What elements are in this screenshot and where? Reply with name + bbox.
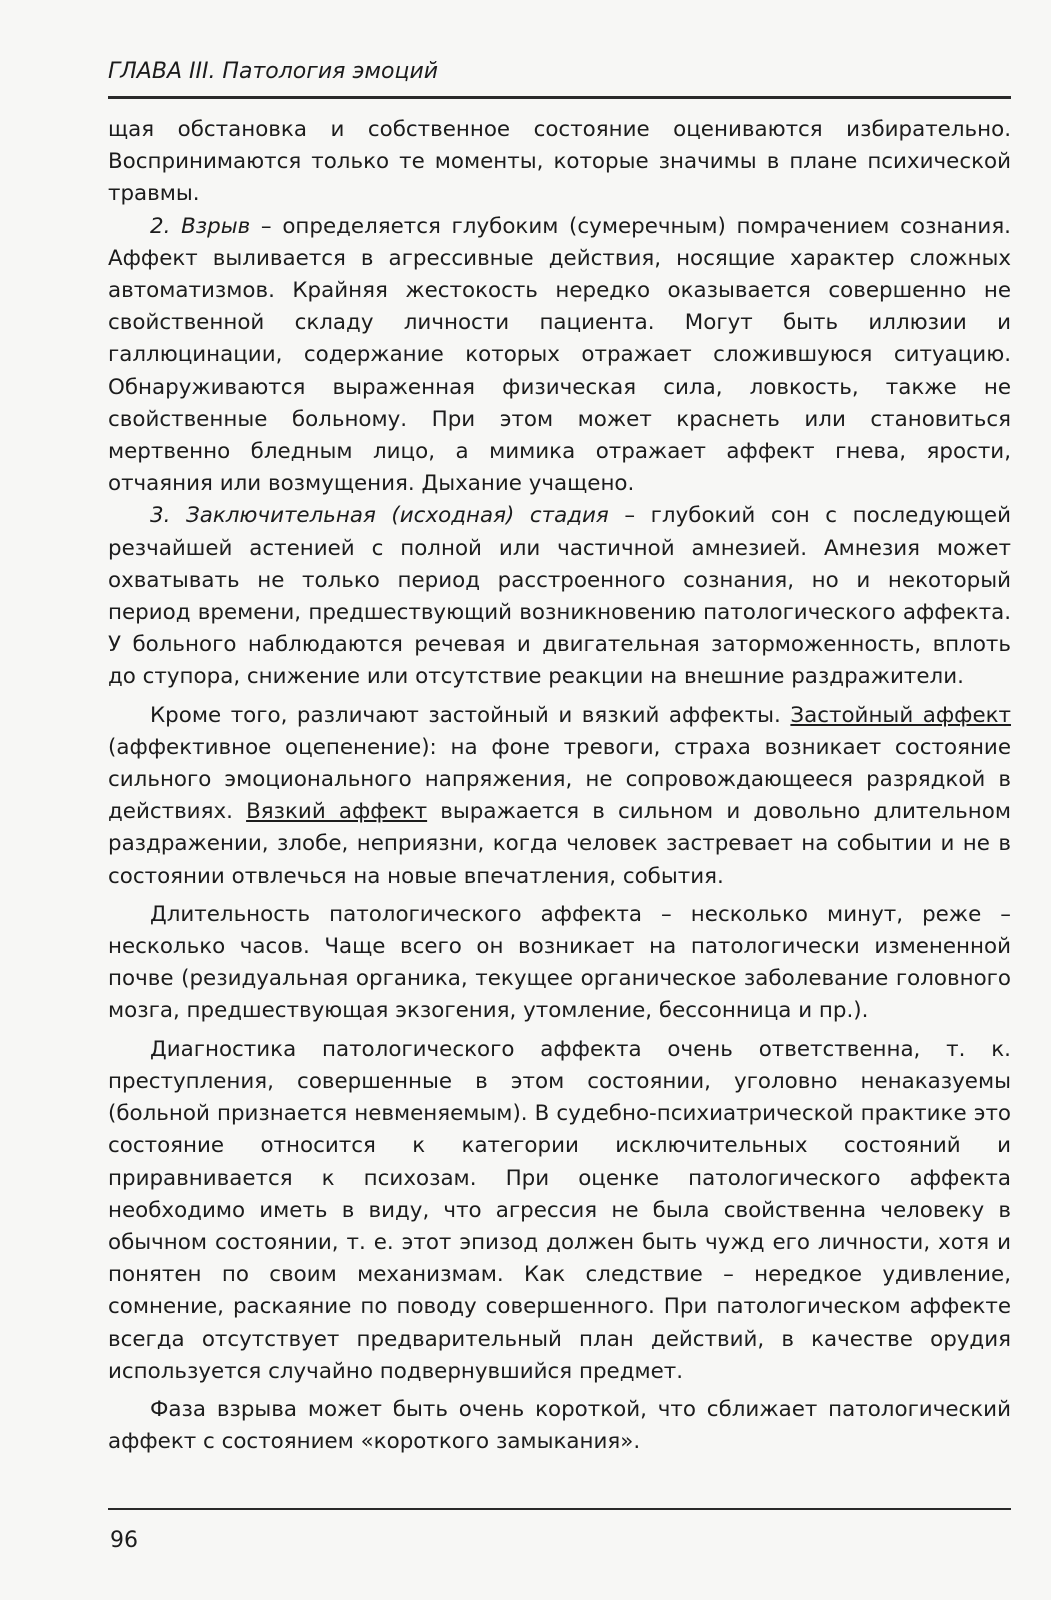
- paragraph-affect-types: [108, 700, 1011, 893]
- paragraph-explosion-phase: Фаза взрыва может быть очень короткой, что сближает патологический аффект с состоянием «короткого замыкания».: [108, 1396, 1011, 1455]
- paragraph-duration: Длительность патологического аффекта – несколько минут, реже – несколько часов. Чаще всего он возникает на патологически измененной почве (резидуальная органика, текущее органическое заболевание головного мозга, предшествующая экзогения, утомление, бессонница и пр.).: [108, 901, 1011, 1024]
- term-viscous-affect: Вязкий аффект: [246, 799, 428, 825]
- paragraph-stage-3: [108, 500, 1011, 693]
- page-body: [108, 114, 1011, 1458]
- page-number: 96: [110, 1528, 138, 1553]
- stage-2-text: – определяется глубоким (сумеречным) помрачением сознания. Аффект выливается в агрессивные действия, носящие характер сложных автоматизмов. Крайняя жестокость нередко оказывается совершенно не свойственной складу личности пациента. Могут быть иллюзии и галлюцинации, содержание которых отражает сложившуюся ситуацию. Обнаруживаются выраженная физическая сила, ловкость, также не свойственные больному. При этом может краснеть или становиться мертвенно бледным лицо, а мимика отражает аффект гнева, ярости, отчаяния или возмущения. Дыхание учащено.: [108, 213, 1011, 497]
- affect-types-text-3: выражается в сильном и довольно длительном раздражении, злобе, неприязни, когда человек застревает на событии и не в состоянии отвлечься на новые впечатления, события.: [108, 799, 1011, 889]
- header-rule: [108, 96, 1011, 99]
- term-stagnant-affect: Застойный аффект: [790, 702, 1011, 728]
- paragraph-diagnostics: Диагностика патологического аффекта очень ответственна, т. к. преступления, совершенные в этом состоянии, уголовно ненаказуемы (больной признается невменяемым). В судебно-психиатрической практике это состояние относится к категории исключительных состояний и приравнивается к психозам. При оценке патологического аффекта необходимо иметь в виду, что агрессия не была свойственна человеку в обычном состоянии, т. е. этот эпизод должен быть чужд его личности, хотя и понятен по своим механизмам. Как следствие – нередкое удивление, сомнение, раскаяние по поводу совершенного. При патологическом аффекте всегда отсутствует предварительный план действий, в качестве орудия используется случайно подвернувшийся предмет.: [108, 1036, 1011, 1384]
- running-header: ГЛАВА III. Патология эмоций: [108, 59, 439, 84]
- stage-2-heading: 2. Взрыв: [150, 213, 251, 239]
- stage-3-heading: 3. Заключительная (исходная) стадия: [150, 503, 609, 529]
- affect-types-text-1: Кроме того, различают застойный и вязкий аффекты.: [150, 702, 791, 728]
- footer-rule: [108, 1508, 1011, 1510]
- paragraph-continuation: щая обстановка и собственное состояние оцениваются избирательно. Воспринимаются только те моменты, которые значимы в плане психической травмы.: [108, 117, 1011, 207]
- affect-types-text-2: (аффективное оцепенение): на фоне тревоги, страха возникает состояние сильного эмоционального напряжения, не сопровождающееся разрядкой в действиях.: [108, 734, 1011, 825]
- paragraph-stage-2: [108, 211, 1011, 501]
- stage-3-text: – глубокий сон с последующей резчайшей астенией с полной или частичной амнезией. Амнезия может охватывать не только период расстроенного сознания, но и некоторый период времени, предшествующий возникновению патологического аффекта. У больного наблюдаются речевая и двигательная заторможенность, вплоть до ступора, снижение или отсутствие реакции на внешние раздражители.: [108, 503, 1011, 690]
